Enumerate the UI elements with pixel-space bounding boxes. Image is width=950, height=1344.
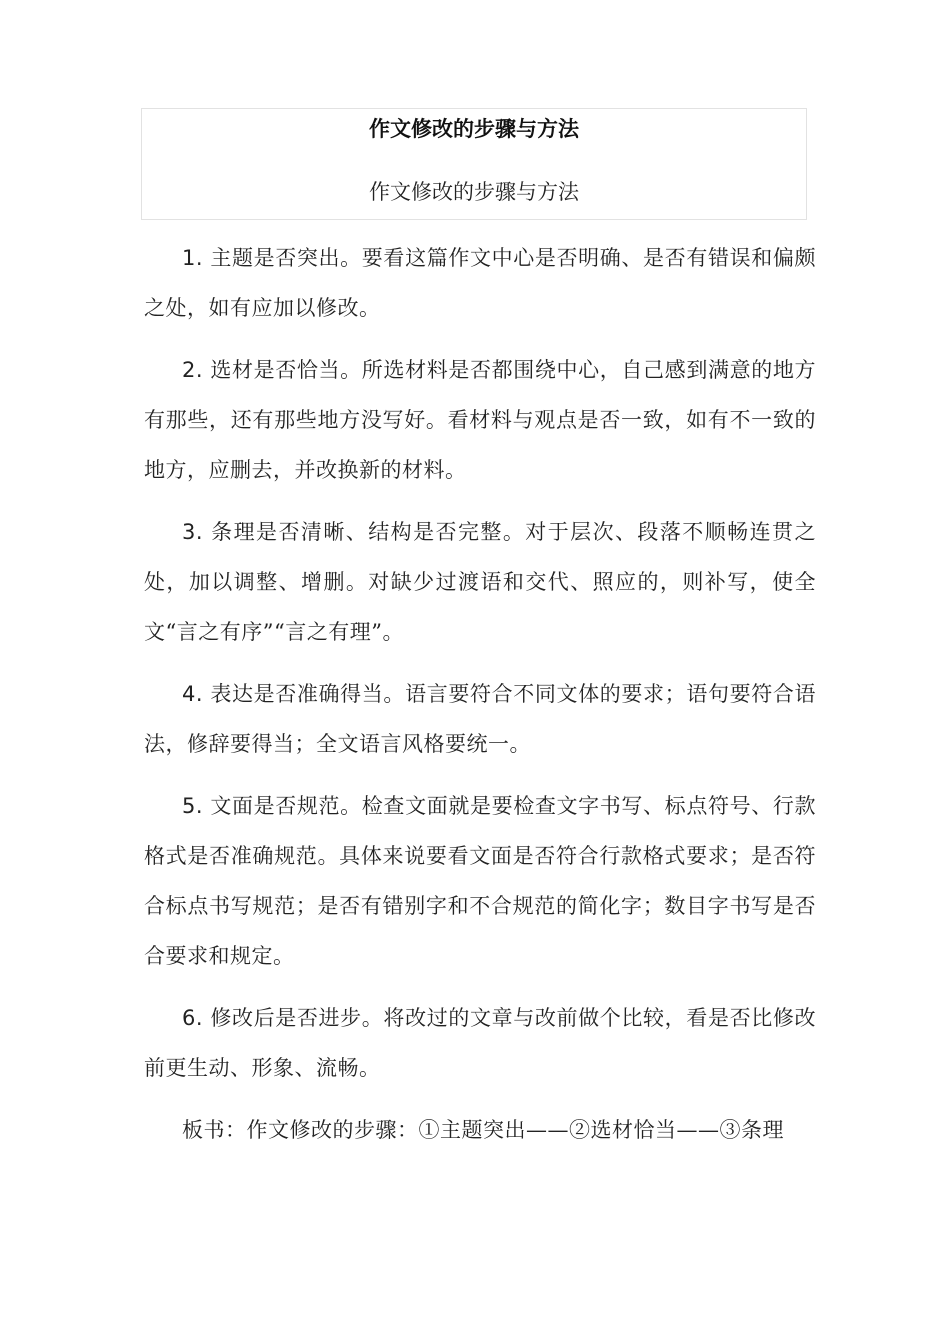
- paragraph-number: 6.: [182, 1006, 204, 1030]
- paragraph-5: [144, 781, 816, 981]
- paragraph-text: 表达是否准确得当。语言要符合不同文体的要求；语句要符合语法，修辞要得当；全文语言风格要统一。: [144, 682, 816, 756]
- document-title: 作文修改的步骤与方法: [369, 116, 579, 141]
- paragraph-3: [144, 507, 816, 657]
- paragraph-number: 4.: [182, 682, 204, 706]
- paragraph-4: [144, 669, 816, 769]
- paragraph-6: [144, 993, 816, 1093]
- paragraph-2: [144, 345, 816, 495]
- document-subtitle: 作文修改的步骤与方法: [369, 180, 579, 204]
- paragraph-number: 3.: [182, 520, 204, 544]
- paragraph-text: 修改后是否进步。将改过的文章与改前做个比较，看是否比修改前更生动、形象、流畅。: [144, 1006, 816, 1080]
- paragraph-number: 1.: [182, 246, 204, 270]
- paragraph-text: 主题是否突出。要看这篇作文中心是否明确、是否有错误和偏颇之处，如有应加以修改。: [144, 246, 816, 320]
- title-box: [141, 108, 807, 220]
- paragraph-text: 条理是否清晰、结构是否完整。对于层次、段落不顺畅连贯之处，加以调整、增删。对缺少过渡语和交代、照应的，则补写，使全文“言之有序”“言之有理”。: [144, 520, 816, 644]
- paragraph-text: 文面是否规范。检查文面就是要检查文字书写、标点符号、行款格式是否准确规范。具体来说要看文面是否符合行款格式要求；是否符合标点书写规范；是否有错别字和不合规范的简化字；数目字书写是否合要求和规定。: [144, 794, 816, 968]
- paragraph-number: 2.: [182, 358, 204, 382]
- paragraph-number: 5.: [182, 794, 204, 818]
- board-note: 板书：作文修改的步骤：①主题突出——②选材恰当——③条理: [182, 1118, 784, 1142]
- paragraph-1: [144, 233, 816, 333]
- paragraph-text: 选材是否恰当。所选材料是否都围绕中心，自己感到满意的地方有那些，还有那些地方没写好。看材料与观点是否一致，如有不一致的地方，应删去，并改换新的材料。: [144, 358, 816, 482]
- document-body: [144, 233, 816, 1167]
